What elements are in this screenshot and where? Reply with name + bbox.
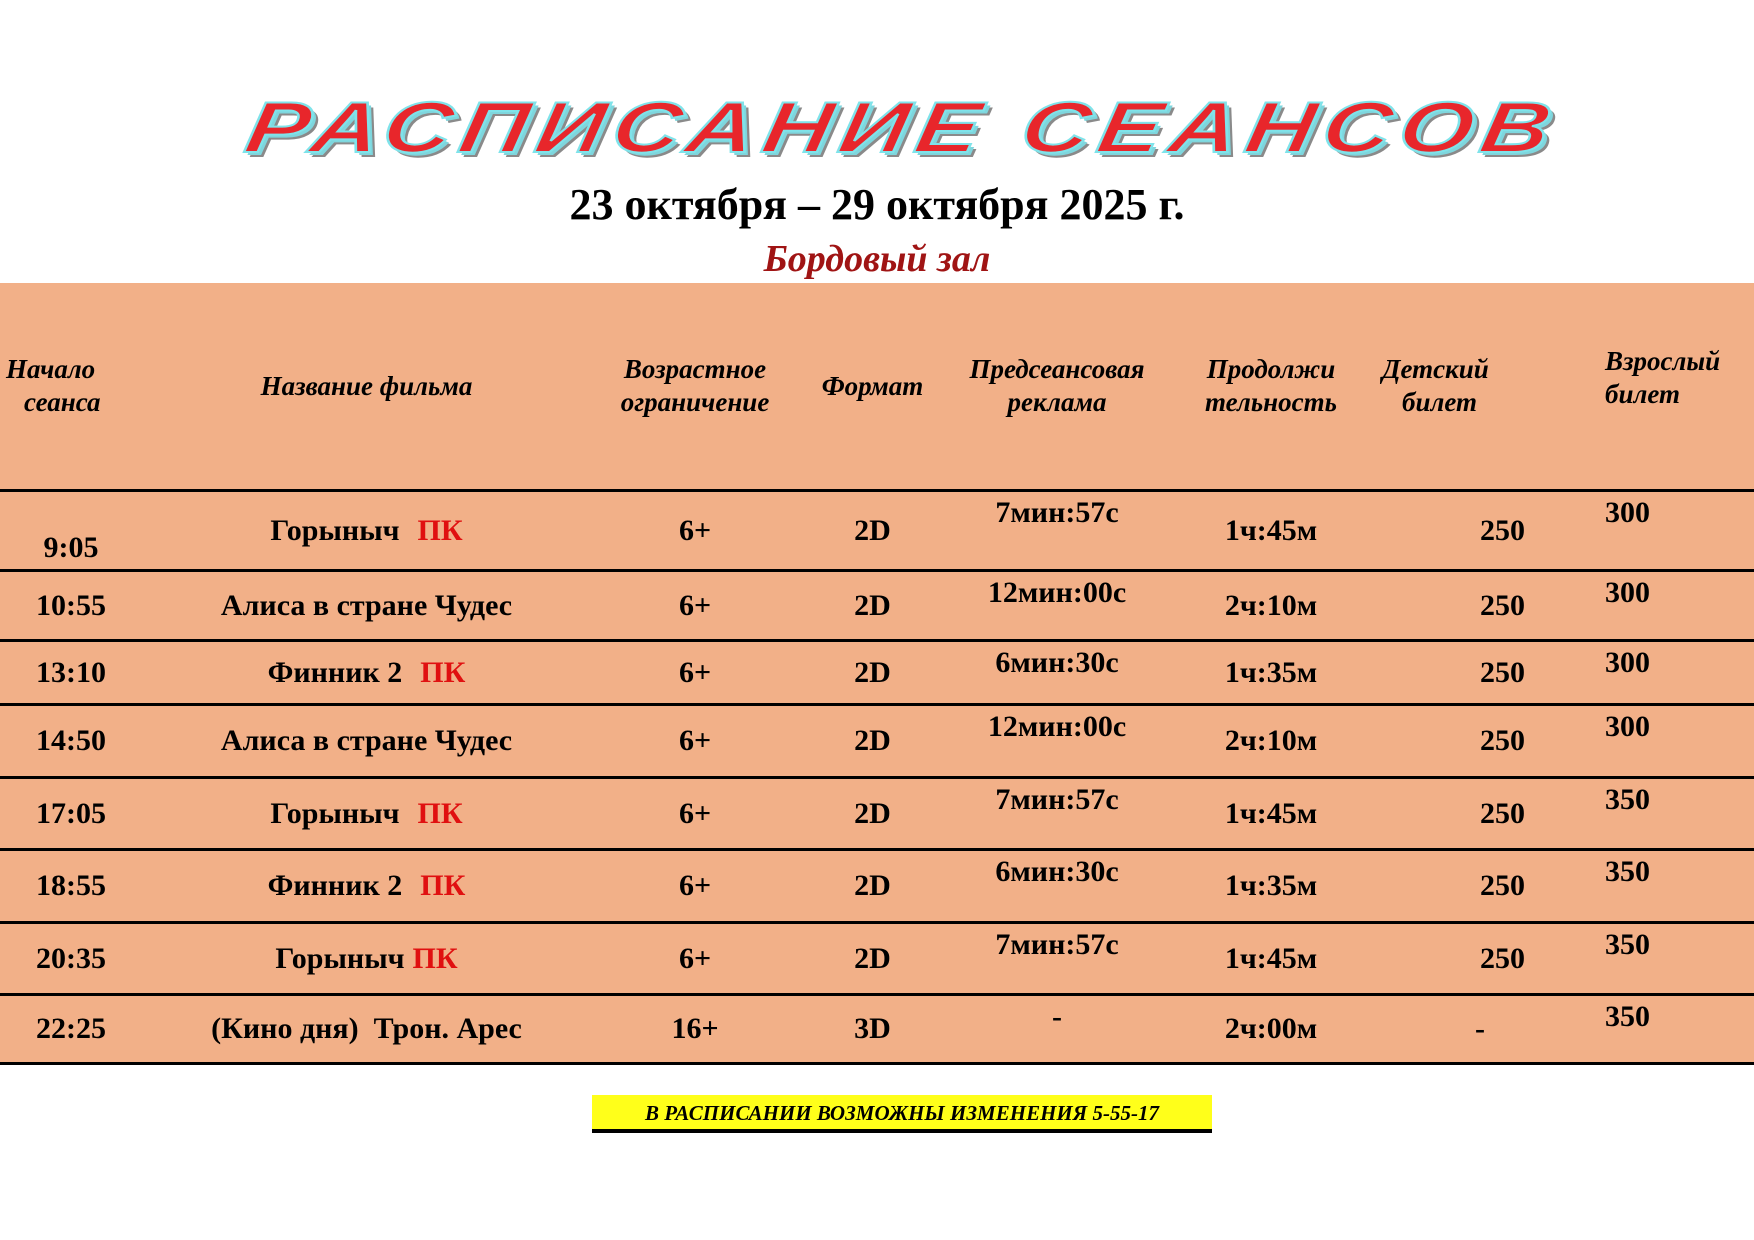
film-name: Алиса в стране Чудес [220,724,513,757]
cell-format [799,924,949,996]
adult-ticket-value: 350 [1605,1000,1650,1033]
duration-value: 1ч:35м [1224,655,1318,689]
start-time-value: 22:25 [36,1012,106,1045]
pre-show-ads-value: 6мин:30с [995,646,1119,679]
header-label-line: билет [1402,387,1477,417]
cell-start-time [0,924,145,996]
pushkin-card-badge: ПК [417,513,463,547]
cell-age-rating [591,492,802,572]
film-name: Алиса в стране Чудес [220,588,513,622]
pre-show-ads-value: 7мин:57с [995,496,1119,529]
header-label-line: сеанса [24,387,101,417]
header-pre-show-ads [946,283,1171,492]
pre-show-ads-value: 12мин:00с [987,710,1127,743]
cell-pre-show-ads [946,851,1171,924]
cell-duration [1168,924,1377,996]
header-label-line: билет [1605,379,1680,409]
header-duration [1168,283,1377,492]
header-age-rating [591,283,802,492]
film-name: Горыныч [270,513,400,547]
cell-child-ticket [1374,642,1598,706]
film-name: (Кино дня) Трон. Арес [211,1012,522,1045]
pushkin-card-badge: ПК [420,655,466,689]
header-label-line: реклама [1007,387,1107,417]
cell-start-time [0,779,145,851]
duration-value: 2ч:10м [1224,724,1318,757]
cell-format [799,851,949,924]
date-range: 23 октября – 29 октября 2025 г. [569,180,1185,229]
cell-start-time [0,851,145,924]
age-rating-value: 6+ [678,941,712,975]
cell-duration [1168,851,1377,924]
age-rating-value: 6+ [678,869,712,902]
header-child-ticket [1374,283,1598,492]
format-value: 2D [854,655,891,689]
adult-ticket-value: 300 [1605,576,1650,609]
cell-pre-show-ads [946,996,1171,1065]
header-label-line: Возрастное [623,354,767,384]
header-format [799,283,949,492]
cell-duration [1168,492,1377,572]
film-name: Горыныч [275,941,405,975]
cell-film-title [142,572,594,642]
header-label-line: Взрослый [1605,346,1721,376]
cell-age-rating [591,924,802,996]
cell-adult-ticket [1595,996,1754,1065]
cell-age-rating [591,642,802,706]
cell-duration [1168,779,1377,851]
pushkin-card-badge: ПК [417,796,463,830]
cell-format [799,996,949,1065]
duration-value: 1ч:35м [1224,869,1318,902]
cell-start-time [0,706,145,779]
cell-child-ticket [1374,851,1598,924]
cell-duration [1168,572,1377,642]
film-name: Финник 2 [267,869,403,902]
adult-ticket-value: 300 [1605,646,1650,679]
cell-pre-show-ads [946,642,1171,706]
cell-pre-show-ads [946,492,1171,572]
cell-age-rating [591,851,802,924]
cell-pre-show-ads [946,572,1171,642]
cell-pre-show-ads [946,706,1171,779]
child-ticket-value: 250 [1480,588,1525,622]
cell-adult-ticket [1595,706,1754,779]
hall-name: Бордовый зал [763,238,991,280]
cell-format [799,706,949,779]
cell-film-title [142,706,594,779]
cell-adult-ticket [1595,572,1754,642]
film-name: Финник 2 [267,655,403,689]
pushkin-card-badge: ПК [420,869,466,902]
cell-film-title [142,492,594,572]
cell-adult-ticket [1595,779,1754,851]
schedule-change-notice: В РАСПИСАНИИ ВОЗМОЖНЫ ИЗМЕНЕНИЯ 5-55-17 [592,1095,1212,1133]
header-label-line: тельность [1205,387,1337,417]
start-time-value: 14:50 [36,724,106,757]
cell-adult-ticket [1595,924,1754,996]
format-value: 2D [854,941,891,975]
adult-ticket-value: 300 [1605,710,1650,743]
cell-format [799,779,949,851]
start-time-value: 9:05 [43,531,99,564]
format-value: 2D [854,588,891,622]
adult-ticket-value: 350 [1605,783,1650,816]
cell-child-ticket [1374,779,1598,851]
cell-child-ticket [1374,996,1598,1065]
cell-adult-ticket [1595,851,1754,924]
format-value: 3D [854,1012,891,1045]
child-ticket-value: 250 [1480,655,1525,689]
adult-ticket-value: 350 [1605,928,1650,961]
cell-adult-ticket [1595,492,1754,572]
header-label-line: Продолжи [1206,354,1336,384]
age-rating-value: 6+ [678,796,712,830]
start-time-value: 17:05 [36,796,106,830]
header-label-line: Начало [6,354,96,384]
format-value: 2D [854,796,891,830]
duration-value: 2ч:00м [1224,1012,1318,1045]
duration-value: 2ч:10м [1224,588,1318,622]
cell-child-ticket [1374,924,1598,996]
pre-show-ads-value: - [1052,1000,1062,1033]
cell-child-ticket [1374,572,1598,642]
cell-start-time [0,572,145,642]
age-rating-value: 6+ [678,724,712,757]
adult-ticket-value: 300 [1605,496,1650,529]
cell-format [799,642,949,706]
cell-child-ticket [1374,706,1598,779]
cell-film-title [142,851,594,924]
cell-age-rating [591,779,802,851]
header-film-title [142,283,594,492]
page-title: РАСПИСАНИЕ СЕАНСОВ [239,88,1566,168]
cell-pre-show-ads [946,924,1171,996]
header-adult-ticket [1595,283,1754,492]
cell-age-rating [591,996,802,1065]
age-rating-value: 6+ [678,655,712,689]
cell-duration [1168,706,1377,779]
format-value: 2D [854,513,891,547]
adult-ticket-value: 350 [1605,855,1650,888]
child-ticket-value: 250 [1480,796,1525,830]
format-value: 2D [854,724,891,757]
cell-child-ticket [1374,492,1598,572]
start-time-value: 18:55 [36,869,106,902]
cell-age-rating [591,572,802,642]
age-rating-value: 6+ [678,513,712,547]
child-ticket-value: 250 [1480,941,1525,975]
header-label-line: ограничение [620,387,770,417]
cell-age-rating [591,706,802,779]
format-value: 2D [854,869,891,902]
cell-start-time [0,996,145,1065]
cell-duration [1168,642,1377,706]
pre-show-ads-value: 7мин:57с [995,928,1119,961]
age-rating-value: 16+ [671,1012,719,1045]
header-label-line: Название фильма [260,370,473,401]
cell-film-title [142,924,594,996]
header-label-line: Предсеансовая [969,354,1145,384]
child-ticket-value: 250 [1480,724,1525,757]
pushkin-card-badge: ПК [412,941,458,975]
schedule-table [0,283,1754,1062]
header-start-time [0,283,145,492]
duration-value: 1ч:45м [1224,513,1318,547]
cell-start-time [0,642,145,706]
cell-format [799,492,949,572]
start-time-value: 13:10 [36,655,106,689]
pre-show-ads-value: 7мин:57с [995,783,1119,816]
pre-show-ads-value: 6мин:30с [995,855,1119,888]
cell-pre-show-ads [946,779,1171,851]
header-label-line: Детский [1382,354,1489,384]
child-ticket-value: 250 [1480,869,1525,902]
header-label-line: Формат [821,370,924,401]
cell-adult-ticket [1595,642,1754,706]
film-name: Горыныч [270,796,400,830]
child-ticket-value: - [1475,1012,1485,1045]
duration-value: 1ч:45м [1224,941,1318,975]
start-time-value: 20:35 [36,941,106,975]
age-rating-value: 6+ [678,588,712,622]
cell-format [799,572,949,642]
cell-film-title [142,642,594,706]
pre-show-ads-value: 12мин:00с [987,576,1127,609]
start-time-value: 10:55 [36,588,106,622]
cell-film-title [142,996,594,1065]
cell-film-title [142,779,594,851]
duration-value: 1ч:45м [1224,796,1318,830]
cell-duration [1168,996,1377,1065]
child-ticket-value: 250 [1480,513,1525,547]
cell-start-time [0,492,145,572]
